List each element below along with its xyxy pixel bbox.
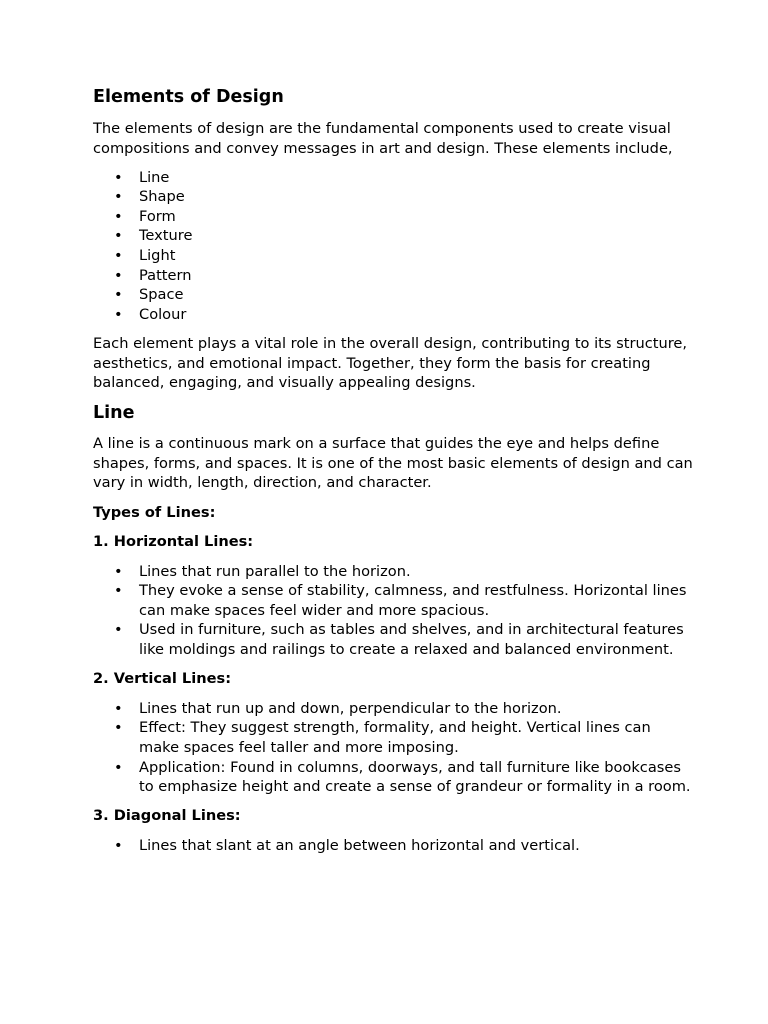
list-item: • Colour [93,305,693,325]
list-item: • Shape [93,187,693,207]
list-item: • Light [93,246,693,266]
list-item: • Pattern [93,266,693,286]
list-item: • Application: Found in columns, doorways, and tall furniture like bookcases to emphasize height and create a sense of grandeur or formality in a room. [93,758,693,797]
elements-list [93,168,693,325]
summary-paragraph: Each element plays a vital role in the overall design, contributing to its structure, aesthetics, and emotional impact. Together, they form the basis for creating balanced, engaging, and visually appealing designs. [93,334,687,392]
list-item: • Lines that run parallel to the horizon. [93,562,693,582]
document-page [93,85,693,865]
list-item: • Lines that slant at an angle between horizontal and vertical. [93,836,693,856]
line-description: A line is a continuous mark on a surface that guides the eye and helps define shapes, forms, and spaces. It is one of the most basic elements of design and can vary in width, length, direction, and character. [93,435,693,492]
list-item: • They evoke a sense of stability, calmness, and restfulness. Horizontal lines can make spaces feel wider and more spacious. [93,581,693,620]
diagonal-heading: 3. Diagonal Lines: [93,807,241,825]
types-heading: Types of Lines: [93,503,216,521]
list-item: • Line [93,168,693,188]
horizontal-list [93,562,693,660]
list-item: • Used in furniture, such as tables and shelves, and in architectural features like moldings and railings to create a relaxed and balanced environment. [93,620,693,659]
list-item: • Texture [93,226,693,246]
horizontal-heading: 1. Horizontal Lines: [93,533,254,551]
page-title: Elements of Design [93,87,284,107]
list-item: • Effect: They suggest strength, formality, and height. Vertical lines can make spaces feel taller and more imposing. [93,718,693,757]
intro-paragraph: The elements of design are the fundamental components used to create visual compositions and convey messages in art and design. These elements include, [93,120,673,157]
line-section-heading: Line [93,403,135,424]
list-item: • Form [93,207,693,227]
vertical-list [93,699,693,797]
diagonal-list [93,836,693,856]
vertical-heading: 2. Vertical Lines: [93,670,232,688]
list-item: • Space [93,285,693,305]
list-item: • Lines that run up and down, perpendicular to the horizon. [93,699,693,719]
